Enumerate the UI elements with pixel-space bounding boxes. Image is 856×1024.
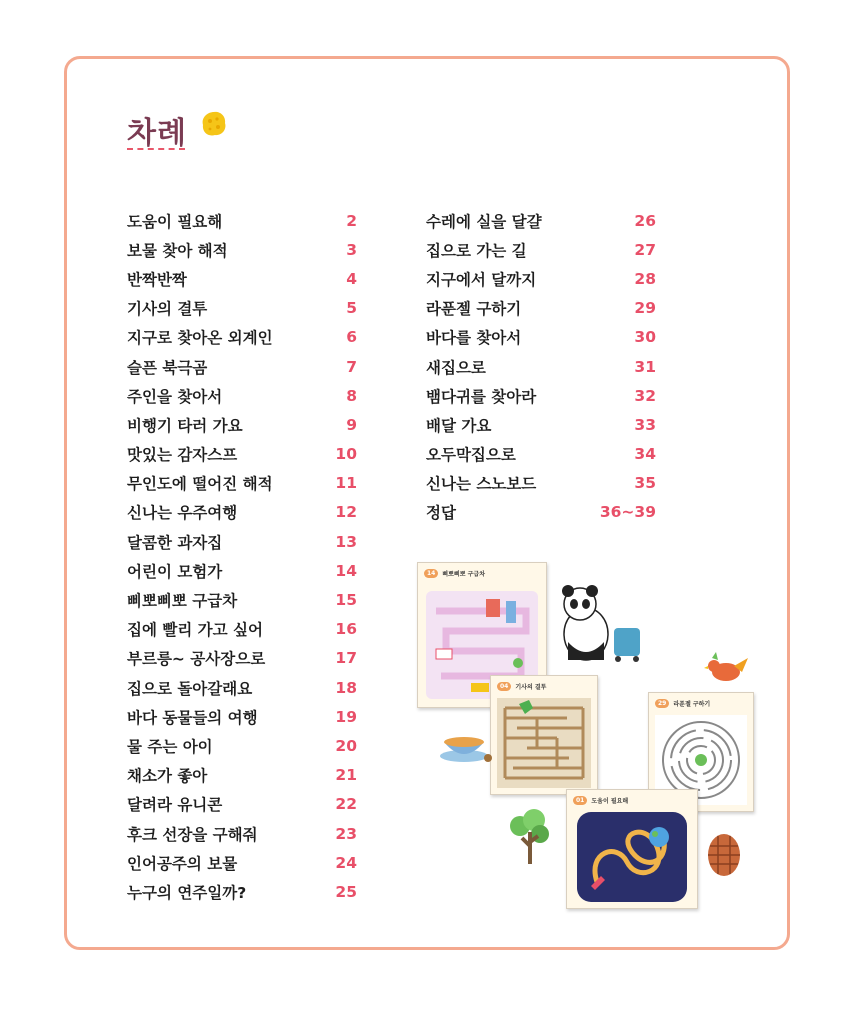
thumbnail-number: 14: [424, 569, 438, 578]
pinecone-icon: [704, 828, 744, 878]
toc-item[interactable]: [127, 819, 357, 848]
toc-item-page: 33: [634, 415, 656, 434]
toc-item[interactable]: [127, 848, 357, 877]
toc-item-title: 후크 선장을 구해줘: [127, 825, 258, 844]
toc-item-title: 주인을 찾아서: [127, 387, 223, 406]
toc-item[interactable]: [127, 790, 357, 819]
toc-item[interactable]: [127, 352, 357, 381]
thumbnail-header: [655, 699, 710, 708]
toc-item[interactable]: [127, 381, 357, 410]
toc-item[interactable]: [426, 294, 656, 323]
toc-item[interactable]: [127, 585, 357, 614]
toc-item-title: 라푼젤 구하기: [426, 300, 522, 319]
thumbnail-header: [497, 682, 546, 691]
toc-item-title: 물 주는 아이: [127, 737, 213, 756]
toc-item-title: 맛있는 감자스프: [127, 446, 238, 465]
toc-item[interactable]: [426, 352, 656, 381]
soup-bowl-icon: [438, 728, 494, 764]
thumbnail-header: [424, 569, 485, 578]
toc-item-page: 19: [335, 707, 357, 726]
toc-item-title: 집으로 가는 길: [426, 241, 527, 260]
toc-item-title: 달콤한 과자집: [127, 533, 223, 552]
toc-item[interactable]: [127, 556, 357, 585]
toc-item-title: 바다를 찾아서: [426, 329, 522, 348]
toc-item-page: 23: [335, 824, 357, 843]
toc-right-column: [426, 206, 656, 527]
toc-item-page: 15: [335, 591, 357, 610]
toc-item[interactable]: [426, 498, 656, 527]
toc-item-page: 22: [335, 795, 357, 814]
page-title: 차례: [127, 116, 187, 151]
toc-item[interactable]: [127, 644, 357, 673]
toc-item-page: 10: [335, 445, 357, 464]
toc-item-page: 9: [346, 415, 357, 434]
toc-item-title: 기사의 결투: [127, 300, 208, 319]
toc-item-title: 보물 찾아 해적: [127, 241, 228, 260]
toc-item-title: 정답: [426, 504, 456, 523]
toc-item-page: 4: [346, 269, 357, 288]
toc-item-title: 채소가 좋아: [127, 767, 208, 786]
toc-item[interactable]: [127, 235, 357, 264]
panda-with-suitcase-icon: [556, 582, 648, 666]
toc-item-page: 7: [346, 357, 357, 376]
toc-item[interactable]: [127, 673, 357, 702]
toc-item-title: 비행기 타러 가요: [127, 416, 243, 435]
toc-item-title: 어린이 모험가: [127, 562, 223, 581]
toc-item-page: 20: [335, 736, 357, 755]
toc-item[interactable]: [127, 527, 357, 556]
toc-item[interactable]: [127, 498, 357, 527]
toc-item-title: 바다 동물들의 여행: [127, 708, 258, 727]
toc-item[interactable]: [127, 440, 357, 469]
toc-item-title: 신나는 스노보드: [426, 475, 537, 494]
toc-item-title: 인어공주의 보물: [127, 854, 238, 873]
knight-maze-illustration: [497, 698, 591, 788]
thumbnail-number: 01: [573, 796, 587, 805]
toc-item-page: 12: [335, 503, 357, 522]
toc-item-title: 수레에 실을 달걀: [426, 212, 542, 231]
space-maze-illustration: [577, 812, 687, 902]
toc-item-title: 달려라 유니콘: [127, 796, 223, 815]
toc-item[interactable]: [426, 469, 656, 498]
toc-item-page: 26: [634, 211, 656, 230]
toc-item-title: 새집으로: [426, 358, 486, 377]
toc-item-title: 삐뽀삐뽀 구급차: [127, 592, 238, 611]
toc-item-page: 31: [634, 357, 656, 376]
toc-item[interactable]: [127, 702, 357, 731]
thumbnail-title: 기사의 결투: [515, 684, 547, 691]
toc-item[interactable]: [426, 235, 656, 264]
toc-item-page: 11: [335, 474, 357, 493]
toc-item-page: 28: [634, 269, 656, 288]
toc-item[interactable]: [127, 323, 357, 352]
toc-item-page: 6: [346, 328, 357, 347]
thumbnail-header: [573, 796, 628, 805]
toc-item-title: 집에 빨리 가고 싶어: [127, 621, 263, 640]
toc-item-page: 34: [634, 445, 656, 464]
toc-item-page: 29: [634, 299, 656, 318]
toc-item-page: 14: [335, 561, 357, 580]
tree-icon: [506, 808, 554, 866]
thumbnail-number: 29: [655, 699, 669, 708]
thumbnail-title: 삐뽀삐뽀 구급차: [442, 571, 486, 578]
toc-item-page: 3: [346, 240, 357, 259]
toc-item[interactable]: [127, 469, 357, 498]
toc-item[interactable]: [426, 381, 656, 410]
toc-item-page: 8: [346, 386, 357, 405]
toc-item-page: 35: [634, 474, 656, 493]
toc-item-title: 누구의 연주일까?: [127, 883, 247, 902]
toc-item[interactable]: [426, 440, 656, 469]
toc-item-title: 배달 가요: [426, 416, 492, 435]
toc-item[interactable]: [127, 761, 357, 790]
toc-item[interactable]: [127, 731, 357, 760]
toc-item[interactable]: [127, 264, 357, 293]
toc-item-page: 21: [335, 766, 357, 785]
toc-item-page: 5: [346, 299, 357, 318]
toc-item-page: 13: [335, 532, 357, 551]
yellow-blob-icon: [200, 110, 228, 138]
toc-item-title: 반짝반짝: [127, 270, 187, 289]
toc-item[interactable]: [426, 206, 656, 235]
toc-item-page: 36~39: [599, 503, 656, 522]
toc-item-title: 뱀다귀를 찾아라: [426, 387, 537, 406]
toc-item-page: 2: [346, 211, 357, 230]
toc-item[interactable]: [426, 323, 656, 352]
toc-item-page: 30: [634, 328, 656, 347]
toc-item-page: 16: [335, 620, 357, 639]
toc-item-title: 지구로 찾아온 외계인: [127, 329, 273, 348]
toc-item[interactable]: [426, 264, 656, 293]
toc-item-title: 도움이 필요해: [127, 212, 223, 231]
toc-item[interactable]: [127, 410, 357, 439]
toc-item-page: 27: [634, 240, 656, 259]
toc-item-page: 24: [335, 853, 357, 872]
toc-item[interactable]: [127, 294, 357, 323]
title-divider: [127, 148, 185, 150]
toc-item[interactable]: [127, 615, 357, 644]
maze-thumbnail: [490, 675, 598, 795]
toc-item-page: 32: [634, 386, 656, 405]
thumbnail-number: 04: [497, 682, 511, 691]
bird-icon: [704, 652, 750, 688]
toc-item-title: 무인도에 떨어진 해적: [127, 475, 273, 494]
toc-item-title: 신나는 우주여행: [127, 504, 238, 523]
toc-item-title: 부르릉~ 공사장으로: [127, 650, 266, 669]
maze-thumbnail: [566, 789, 698, 909]
toc-item-title: 오두막집으로: [426, 446, 516, 465]
toc-item-title: 집으로 돌아갈래요: [127, 679, 253, 698]
thumbnail-title: 도움이 필요해: [591, 798, 629, 805]
toc-item-page: 17: [335, 649, 357, 668]
toc-item-page: 25: [335, 882, 357, 901]
toc-item-title: 지구에서 달까지: [426, 270, 537, 289]
toc-item[interactable]: [127, 206, 357, 235]
toc-left-column: [127, 206, 357, 907]
toc-item[interactable]: [127, 877, 357, 906]
thumbnail-title: 라푼젤 구하기: [673, 701, 711, 708]
toc-item-title: 슬픈 북극곰: [127, 358, 208, 377]
toc-item-page: 18: [335, 678, 357, 697]
toc-item[interactable]: [426, 410, 656, 439]
